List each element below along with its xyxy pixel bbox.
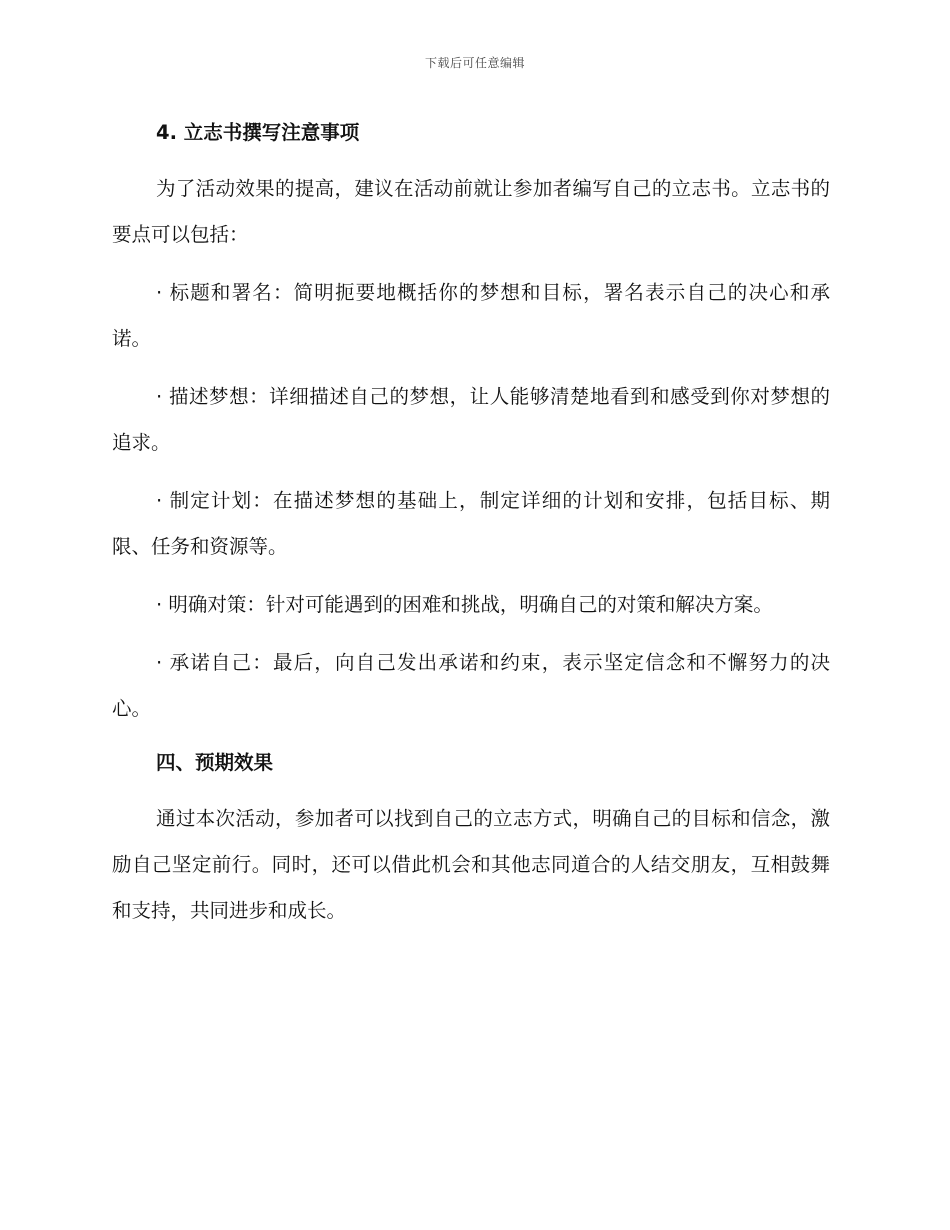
conclusion-paragraph: 通过本次活动，参加者可以找到自己的立志方式，明确自己的目标和信念，激励自己坚定前行。同时，还可以借此机会和其他志同道合的人结交朋友，互相鼓舞和支持，共同进步和成长。 [112,807,830,922]
bullet-self-commitment: · 承诺自己：最后，向自己发出承诺和约束，表示坚定信念和不懈努力的决心。 [112,651,830,720]
document-body [112,110,830,946]
bullet-make-plan: · 制定计划：在描述梦想的基础上，制定详细的计划和安排，包括目标、期限、任务和资源等。 [112,489,830,558]
section-heading-writing-notes: 4. 立志书撰写注意事项 [156,121,360,144]
bullet-title-signature: · 标题和署名：简明扼要地概括你的梦想和目标，署名表示自己的决心和承诺。 [112,281,830,350]
bullet-describe-dream: · 描述梦想：详细描述自己的梦想，让人能够清楚地看到和感受到你对梦想的追求。 [112,385,830,454]
intro-paragraph: 为了活动效果的提高，建议在活动前就让参加者编写自己的立志书。立志书的要点可以包括： [112,177,830,246]
header-note: 下载后可任意编辑 [424,56,525,70]
bullet-clear-strategy: · 明确对策：针对可能遇到的困难和挑战，明确自己的对策和解决方案。 [156,593,773,616]
section-heading-expected-results: 四、预期效果 [156,751,274,774]
